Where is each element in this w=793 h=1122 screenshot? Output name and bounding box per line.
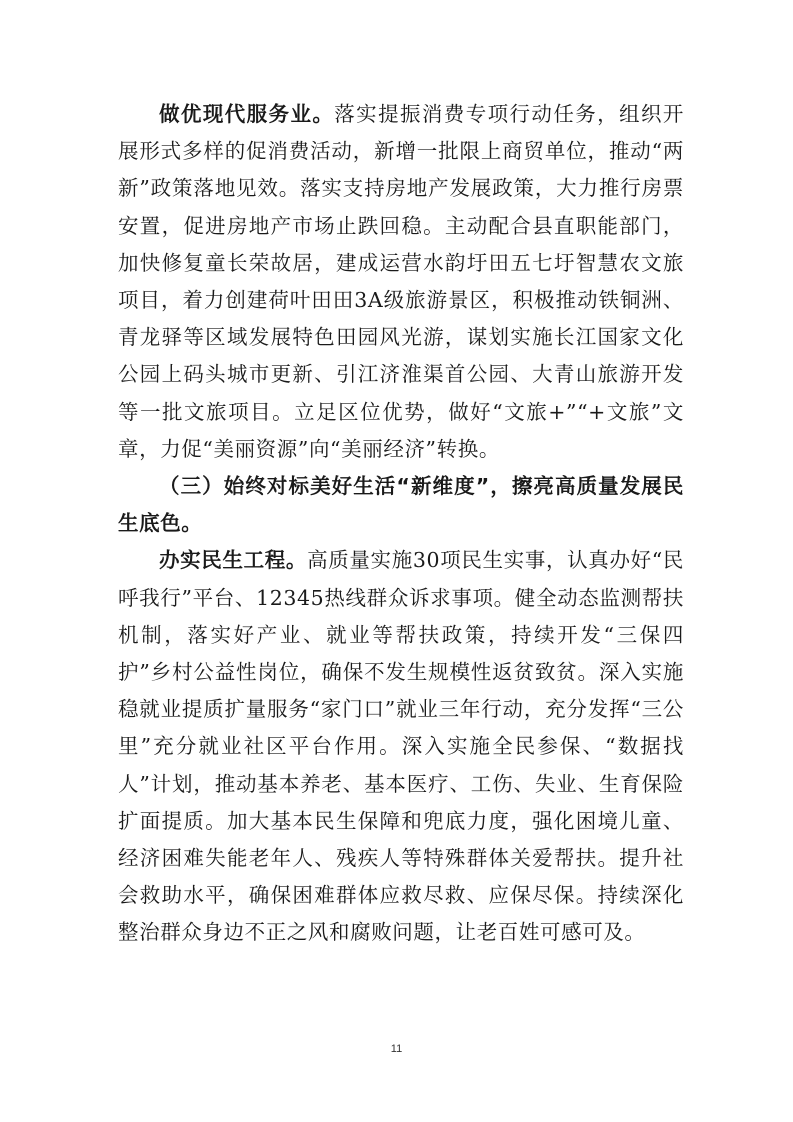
document-page bbox=[118, 96, 684, 952]
paragraph-lead: 做优现代服务业。 bbox=[159, 102, 335, 126]
paragraph-modern-services bbox=[118, 96, 684, 468]
section-heading: （三）始终对标美好生活“新维度”，擦亮高质量发展民生底色。 bbox=[118, 474, 684, 536]
paragraph-body: 高质量实施30项民生实事，认真办好“民呼我行”平台、12345热线群众诉求事项。健全动态监测帮扶机制，落实好产业、就业等帮扶政策，持续开发“三保四护”乡村公益性岗位，确保不发生规模性返贫致贫。深入实施稳就业提质扩量服务“家门口”就业三年行动，充分发挥“三公里”充分就业社区平台作用。深入实施全民参保、“数据找人”计划，推动基本养老、基本医疗、工伤、失业、生育保险扩面提质。加大基本民生保障和兜底力度，强化困境儿童、经济困难失能老年人、残疾人等特殊群体关爱帮扶。提升社会救助水平，确保困难群体应救尽救、应保尽保。持续深化整治群众身边不正之风和腐败问题，让老百姓可感可及。 bbox=[118, 548, 684, 945]
paragraph-livelihood bbox=[118, 542, 684, 951]
paragraph-lead: 办实民生工程。 bbox=[159, 548, 308, 573]
page-number: 11 bbox=[390, 1043, 403, 1055]
paragraph-body: 落实提振消费专项行动任务，组织开展形式多样的促消费活动，新增一批限上商贸单位，推动“两新”政策落地见效。落实支持房地产发展政策，大力推行房票安置，促进房地产市场止跌回稳。主动配合县直职能部门，加快修复童长荣故居，建成运营水韵圩田五七圩智慧农文旅项目，着力创建荷叶田田3A级旅游景区，积极推动铁铜洲、青龙驿等区域发展特色田园风光游，谋划实施长江国家文化公园上码头城市更新、引江济淮渠首公园、大青山旅游开发等一批文旅项目。立足区位优势，做好“文旅+”“+文旅”文章，力促“美丽资源”向“美丽经济”转换。 bbox=[118, 102, 684, 461]
